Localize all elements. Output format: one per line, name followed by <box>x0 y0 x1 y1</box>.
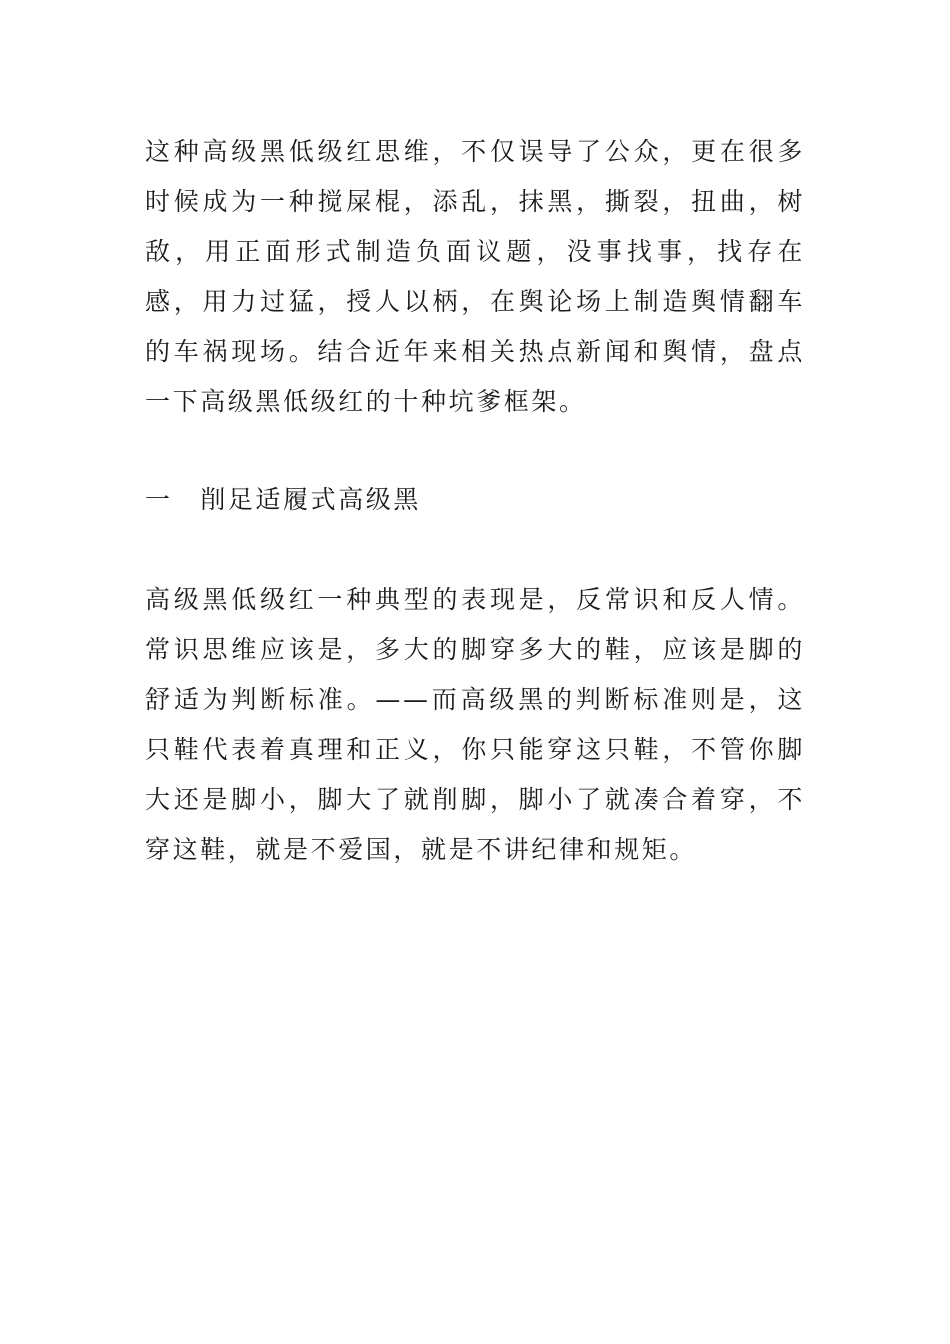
body-paragraph-section-1: 高级黑低级红一种典型的表现是，反常识和反人情。常识思维应该是，多大的脚穿多大的鞋，应该是脚的舒适为判断标准。——而高级黑的判断标准则是，这只鞋代表着真理和正义，你只能穿这只鞋，不管你脚大还是脚小，脚大了就削脚，脚小了就凑合着穿，不穿这鞋，就是不爱国，就是不讲纪律和规矩。 <box>145 585 805 864</box>
section-heading: 一 削足适履式高级黑 <box>145 485 422 514</box>
body-paragraph-intro: 这种高级黑低级红思维，不仅误导了公众，更在很多时候成为一种搅屎棍，添乱，抹黑，撕裂，扭曲，树敌，用正面形式制造负面议题，没事找事，找存在感，用力过猛，授人以柄，在舆论场上制造舆情翻车的车祸现场。结合近年来相关热点新闻和舆情，盘点一下高级黑低级红的十种坑爹框架。 <box>145 137 805 416</box>
